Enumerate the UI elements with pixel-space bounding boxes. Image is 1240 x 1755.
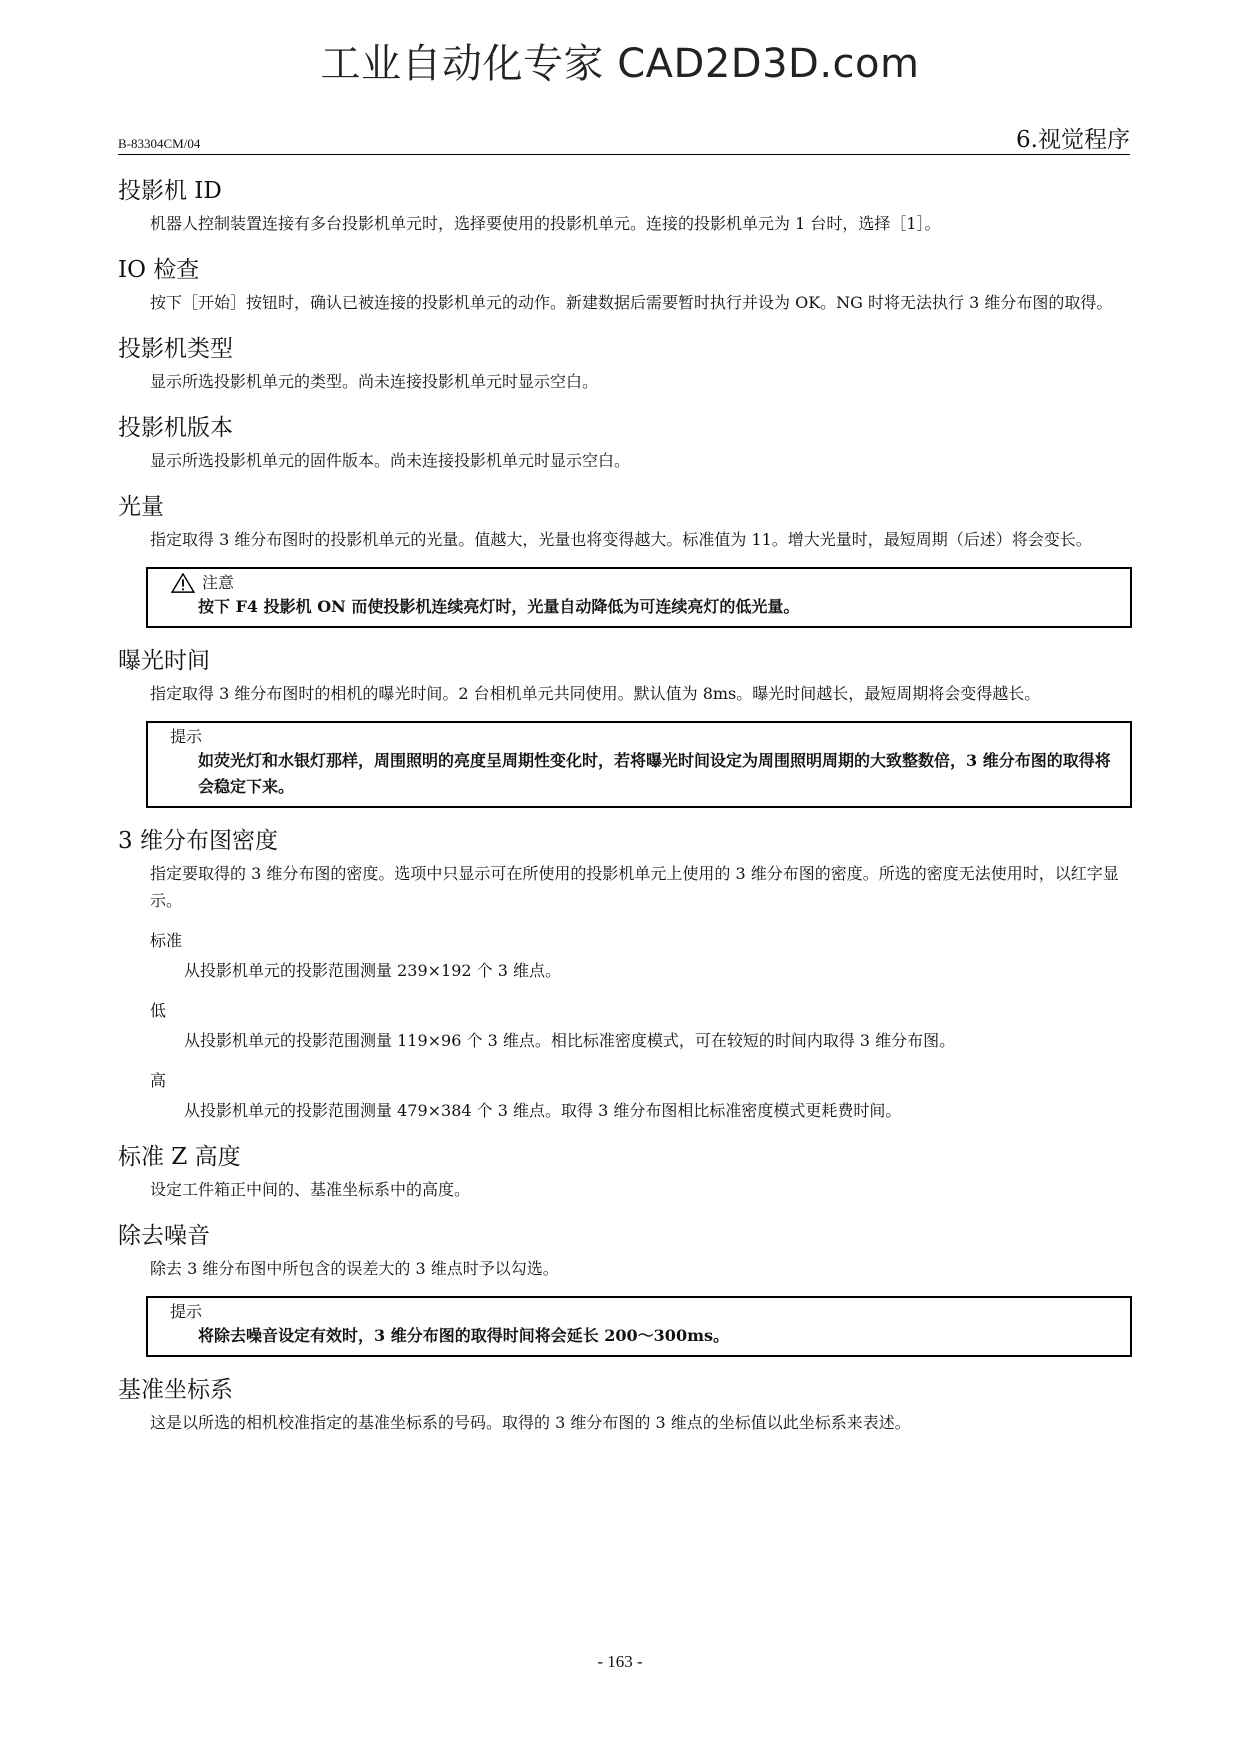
section-io-check — [118, 255, 1130, 316]
caution-text: 按下 F4 投影机 ON 而使投影机连续亮灯时，光量自动降低为可连续亮灯的低光量。 — [198, 597, 800, 616]
document-code: B-83304CM/04 — [118, 136, 201, 151]
section-body: 除去 3 维分布图中所包含的误差大的 3 维点时予以勾选。 — [150, 1259, 559, 1278]
caution-label: 注意 — [202, 573, 235, 592]
section-body: 显示所选投影机单元的固件版本。尚未连接投影机单元时显示空白。 — [150, 451, 631, 470]
section-title: 3 维分布图密度 — [118, 828, 278, 854]
section-title: 曝光时间 — [118, 648, 210, 674]
section-standard-z — [118, 1142, 1130, 1203]
section-ref-frame — [118, 1375, 1130, 1436]
section-body: 指定要取得的 3 维分布图的密度。选项中只显示可在所使用的投影机单元上使用的 3 维分布图的密度。所选的密度无法使用时，以红字显示。 — [150, 864, 1119, 910]
section-noise-removal — [118, 1221, 1130, 1282]
section-body: 这是以所选的相机校准指定的基准坐标系的号码。取得的 3 维分布图的 3 维点的坐标值以此坐标系来表述。 — [150, 1413, 911, 1432]
option-name: 低 — [150, 1001, 167, 1020]
section-body: 指定取得 3 维分布图时的相机的曝光时间。2 台相机单元共同使用。默认值为 8ms。曝光时间越长，最短周期将会变得越长。 — [150, 684, 1041, 703]
section-body: 机器人控制装置连接有多台投影机单元时，选择要使用的投影机单元。连接的投影机单元为 1 台时，选择［1］。 — [150, 214, 941, 233]
hint-text: 如荧光灯和水银灯那样，周围照明的亮度呈周期性变化时，若将曝光时间设定为周围照明周期的大致整数倍，3 维分布图的取得将会稳定下来。 — [198, 751, 1111, 796]
hint-text: 将除去噪音设定有效时，3 维分布图的取得时间将会延长 200～300ms。 — [198, 1326, 730, 1345]
section-title: 投影机 ID — [118, 178, 222, 204]
main-content — [118, 176, 1130, 1454]
section-body: 显示所选投影机单元的类型。尚未连接投影机单元时显示空白。 — [150, 372, 599, 391]
section-light-amount — [118, 492, 1130, 553]
section-projector-id — [118, 176, 1130, 237]
watermark-title: 工业自动化专家 CAD2D3D.com — [320, 41, 920, 87]
hint-box-exposure — [146, 721, 1132, 808]
caution-header — [170, 572, 1120, 594]
hint-label: 提示 — [170, 1302, 203, 1321]
warning-icon — [170, 573, 196, 593]
section-projector-version — [118, 413, 1130, 474]
section-title: 投影机版本 — [118, 415, 233, 441]
chapter-title: 6.视觉程序 — [1016, 127, 1130, 153]
option-desc: 从投影机单元的投影范围测量 239×192 个 3 维点。 — [184, 961, 562, 980]
density-option-standard — [150, 928, 1130, 984]
section-body: 设定工件箱正中间的、基准坐标系中的高度。 — [150, 1180, 471, 1199]
section-body: 指定取得 3 维分布图时的投影机单元的光量。值越大，光量也将变得越大。标准值为 11。增大光量时，最短周期（后述）将会变长。 — [150, 530, 1092, 549]
option-desc: 从投影机单元的投影范围测量 119×96 个 3 维点。相比标准密度模式，可在较短的时间内取得 3 维分布图。 — [184, 1031, 956, 1050]
section-exposure-time — [118, 646, 1130, 707]
hint-label: 提示 — [170, 727, 203, 746]
option-desc: 从投影机单元的投影范围测量 479×384 个 3 维点。取得 3 维分布图相比标准密度模式更耗费时间。 — [184, 1101, 902, 1120]
page-header — [118, 124, 1130, 155]
section-title: 标准 Z 高度 — [118, 1144, 241, 1170]
density-option-high — [150, 1068, 1130, 1124]
section-title: 基准坐标系 — [118, 1377, 233, 1403]
page-number: - 163 - — [597, 1652, 643, 1671]
caution-box — [146, 567, 1132, 628]
section-projector-type — [118, 334, 1130, 395]
section-map-density — [118, 826, 1130, 1124]
section-title: 除去噪音 — [118, 1223, 210, 1249]
density-option-low — [150, 998, 1130, 1054]
option-name: 标准 — [150, 931, 183, 950]
hint-box-noise — [146, 1296, 1132, 1357]
option-name: 高 — [150, 1071, 167, 1090]
section-title: 投影机类型 — [118, 336, 233, 362]
section-title: IO 检查 — [118, 257, 200, 283]
section-title: 光量 — [118, 494, 164, 520]
section-body: 按下［开始］按钮时，确认已被连接的投影机单元的动作。新建数据后需要暂时执行并设为 OK。NG 时将无法执行 3 维分布图的取得。 — [150, 293, 1113, 312]
